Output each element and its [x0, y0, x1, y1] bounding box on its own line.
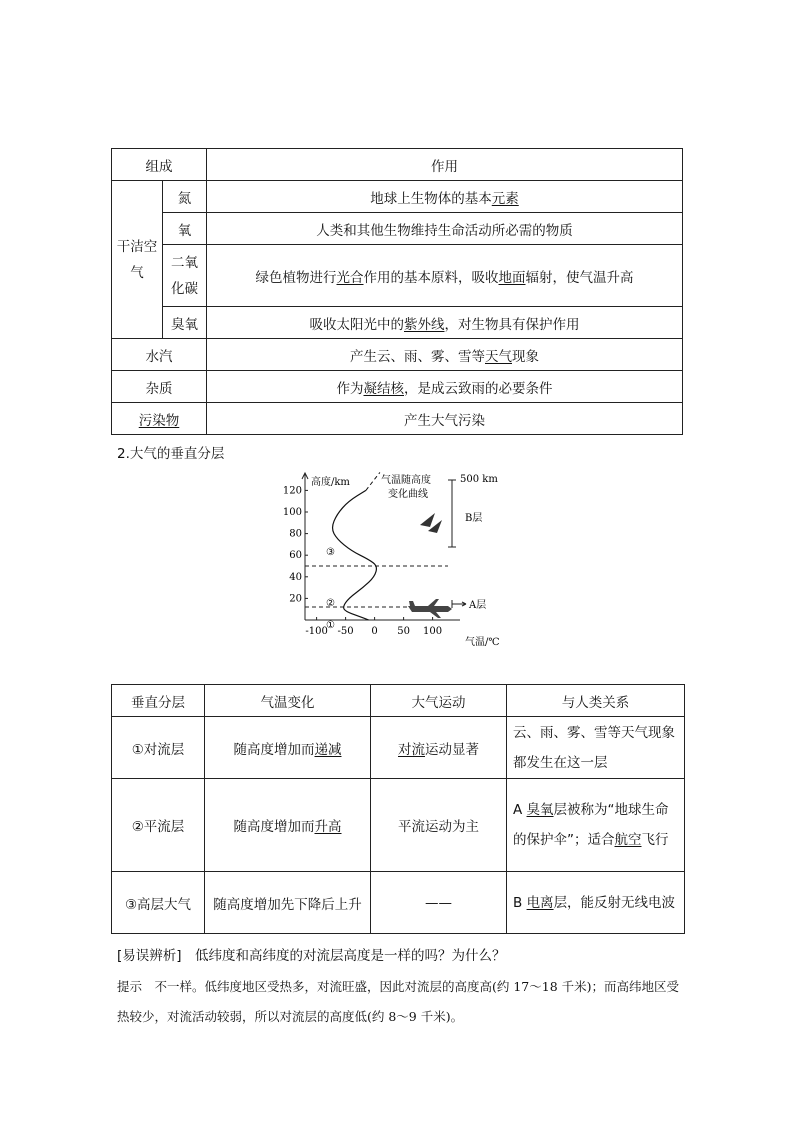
x-tick-label--100: -100 [305, 626, 328, 637]
t2-row2-temp: 随高度增加而升高 [205, 779, 371, 872]
t2-row1-relation: 云、雨、雾、雪等天气现象都发生在这一层 [507, 717, 685, 779]
y-tick-label-100: 100 [282, 507, 302, 518]
header-composition: 组成 [112, 149, 207, 181]
t2-row3-temp: 随高度增加先下降后上升 [205, 872, 371, 934]
curve-title-part1: 气温随高度 [381, 475, 431, 486]
y-tick-label-120: 120 [282, 485, 302, 497]
chart-ticks [283, 485, 442, 637]
water-vapor-function: 产生云、雨、雾、雪等天气现象 [207, 339, 683, 371]
x-tick-label-0: 0 [371, 626, 378, 637]
curve-title-part2: 变化曲线 [388, 489, 428, 500]
x-tick-label-100: 100 [423, 626, 443, 637]
pollutant-function: 产生大气污染 [207, 403, 683, 435]
vertical-layer-table [111, 684, 685, 934]
airplane-icon [408, 599, 452, 618]
t2-row1-layer: ①对流层 [112, 717, 205, 779]
curve-title-line1 [381, 473, 431, 486]
t2-header-relation: 与人类关系 [507, 685, 685, 717]
misconception-note: [易误辨析] 低纬度和高纬度的对流层高度是一样的吗？为什么？ [117, 948, 506, 964]
y-tick-label-40: 40 [289, 571, 302, 583]
nitrogen-function: 地球上生物体的基本元素 [207, 181, 683, 213]
layer-label-2: ② [326, 598, 335, 609]
ozone-function: 吸收太阳光中的紫外线，对生物具有保护作用 [207, 307, 683, 339]
hint-paragraph: 提示 不一样。低纬度地区受热多，对流旺盛，因此对流层的高度高(约 17～18 千米)；而高纬地区受热较少，对流活动较弱，所以对流层的高度低(约 8～9 千米)。 [117, 979, 680, 1024]
curve-dashed-extension [366, 472, 380, 490]
row-oxygen: 氧 [163, 213, 207, 245]
t2-row3-layer: ③高层大气 [112, 872, 205, 934]
dry-air-label: 干洁空气 [112, 181, 163, 339]
meteor-icon [420, 513, 442, 533]
curve-title-line2 [388, 487, 428, 500]
chart-curve [333, 472, 380, 620]
t2-row3-relation: B 电离层，能反射无线电波 [507, 872, 685, 934]
y-axis-label: 高度/km [311, 477, 350, 488]
y-tick-label-80: 80 [289, 528, 302, 540]
x-tick-label--50: -50 [337, 626, 354, 637]
a-layer-label: A层 [469, 600, 487, 611]
temperature-curve [333, 490, 377, 620]
impurity-function: 作为凝结核，是成云致雨的必要条件 [207, 371, 683, 403]
row-ozone: 臭氧 [163, 307, 207, 339]
header-function: 作用 [207, 149, 683, 181]
row-nitrogen: 氮 [163, 181, 207, 213]
x-axis-label: 气温/℃ [465, 637, 500, 648]
t2-row1-motion: 对流运动显著 [371, 717, 507, 779]
t2-row2-motion: 平流运动为主 [371, 779, 507, 872]
t2-header-temp: 气温变化 [205, 685, 371, 717]
t2-header-layer: 垂直分层 [112, 685, 205, 717]
section-title: 2.大气的垂直分层 [117, 446, 225, 462]
t2-row3-motion: —— [371, 872, 507, 934]
co2-function: 绿色植物进行光合作用的基本原料，吸收地面辐射，使气温升高 [207, 245, 683, 307]
oxygen-function: 人类和其他生物维持生命活动所必需的物质 [207, 213, 683, 245]
b-layer-label: B层 [465, 513, 483, 524]
row-water-vapor: 水汽 [112, 339, 207, 371]
layer-label-1: ① [326, 620, 335, 631]
y-tick-label-20: 20 [289, 593, 302, 605]
layer-label-3: ③ [326, 547, 335, 558]
t2-row2-layer: ②平流层 [112, 779, 205, 872]
composition-table [111, 148, 683, 435]
y-tick-label-60: 60 [289, 550, 302, 562]
b-top-label: 500 km [460, 474, 498, 485]
t2-header-motion: 大气运动 [371, 685, 507, 717]
row-impurity: 杂质 [112, 371, 207, 403]
t2-row1-temp: 随高度增加而递减 [205, 717, 371, 779]
b-layer-bracket [448, 480, 456, 547]
t2-row2-relation: A 臭氧层被称为“地球生命的保护伞”；适合航空飞行 [507, 779, 685, 872]
atmosphere-chart [280, 465, 520, 650]
row-pollutant: 污染物 [112, 403, 207, 435]
x-tick-label-50: 50 [397, 626, 410, 637]
a-layer-arrow [452, 600, 466, 608]
row-co2: 二氧化碳 [163, 245, 207, 307]
